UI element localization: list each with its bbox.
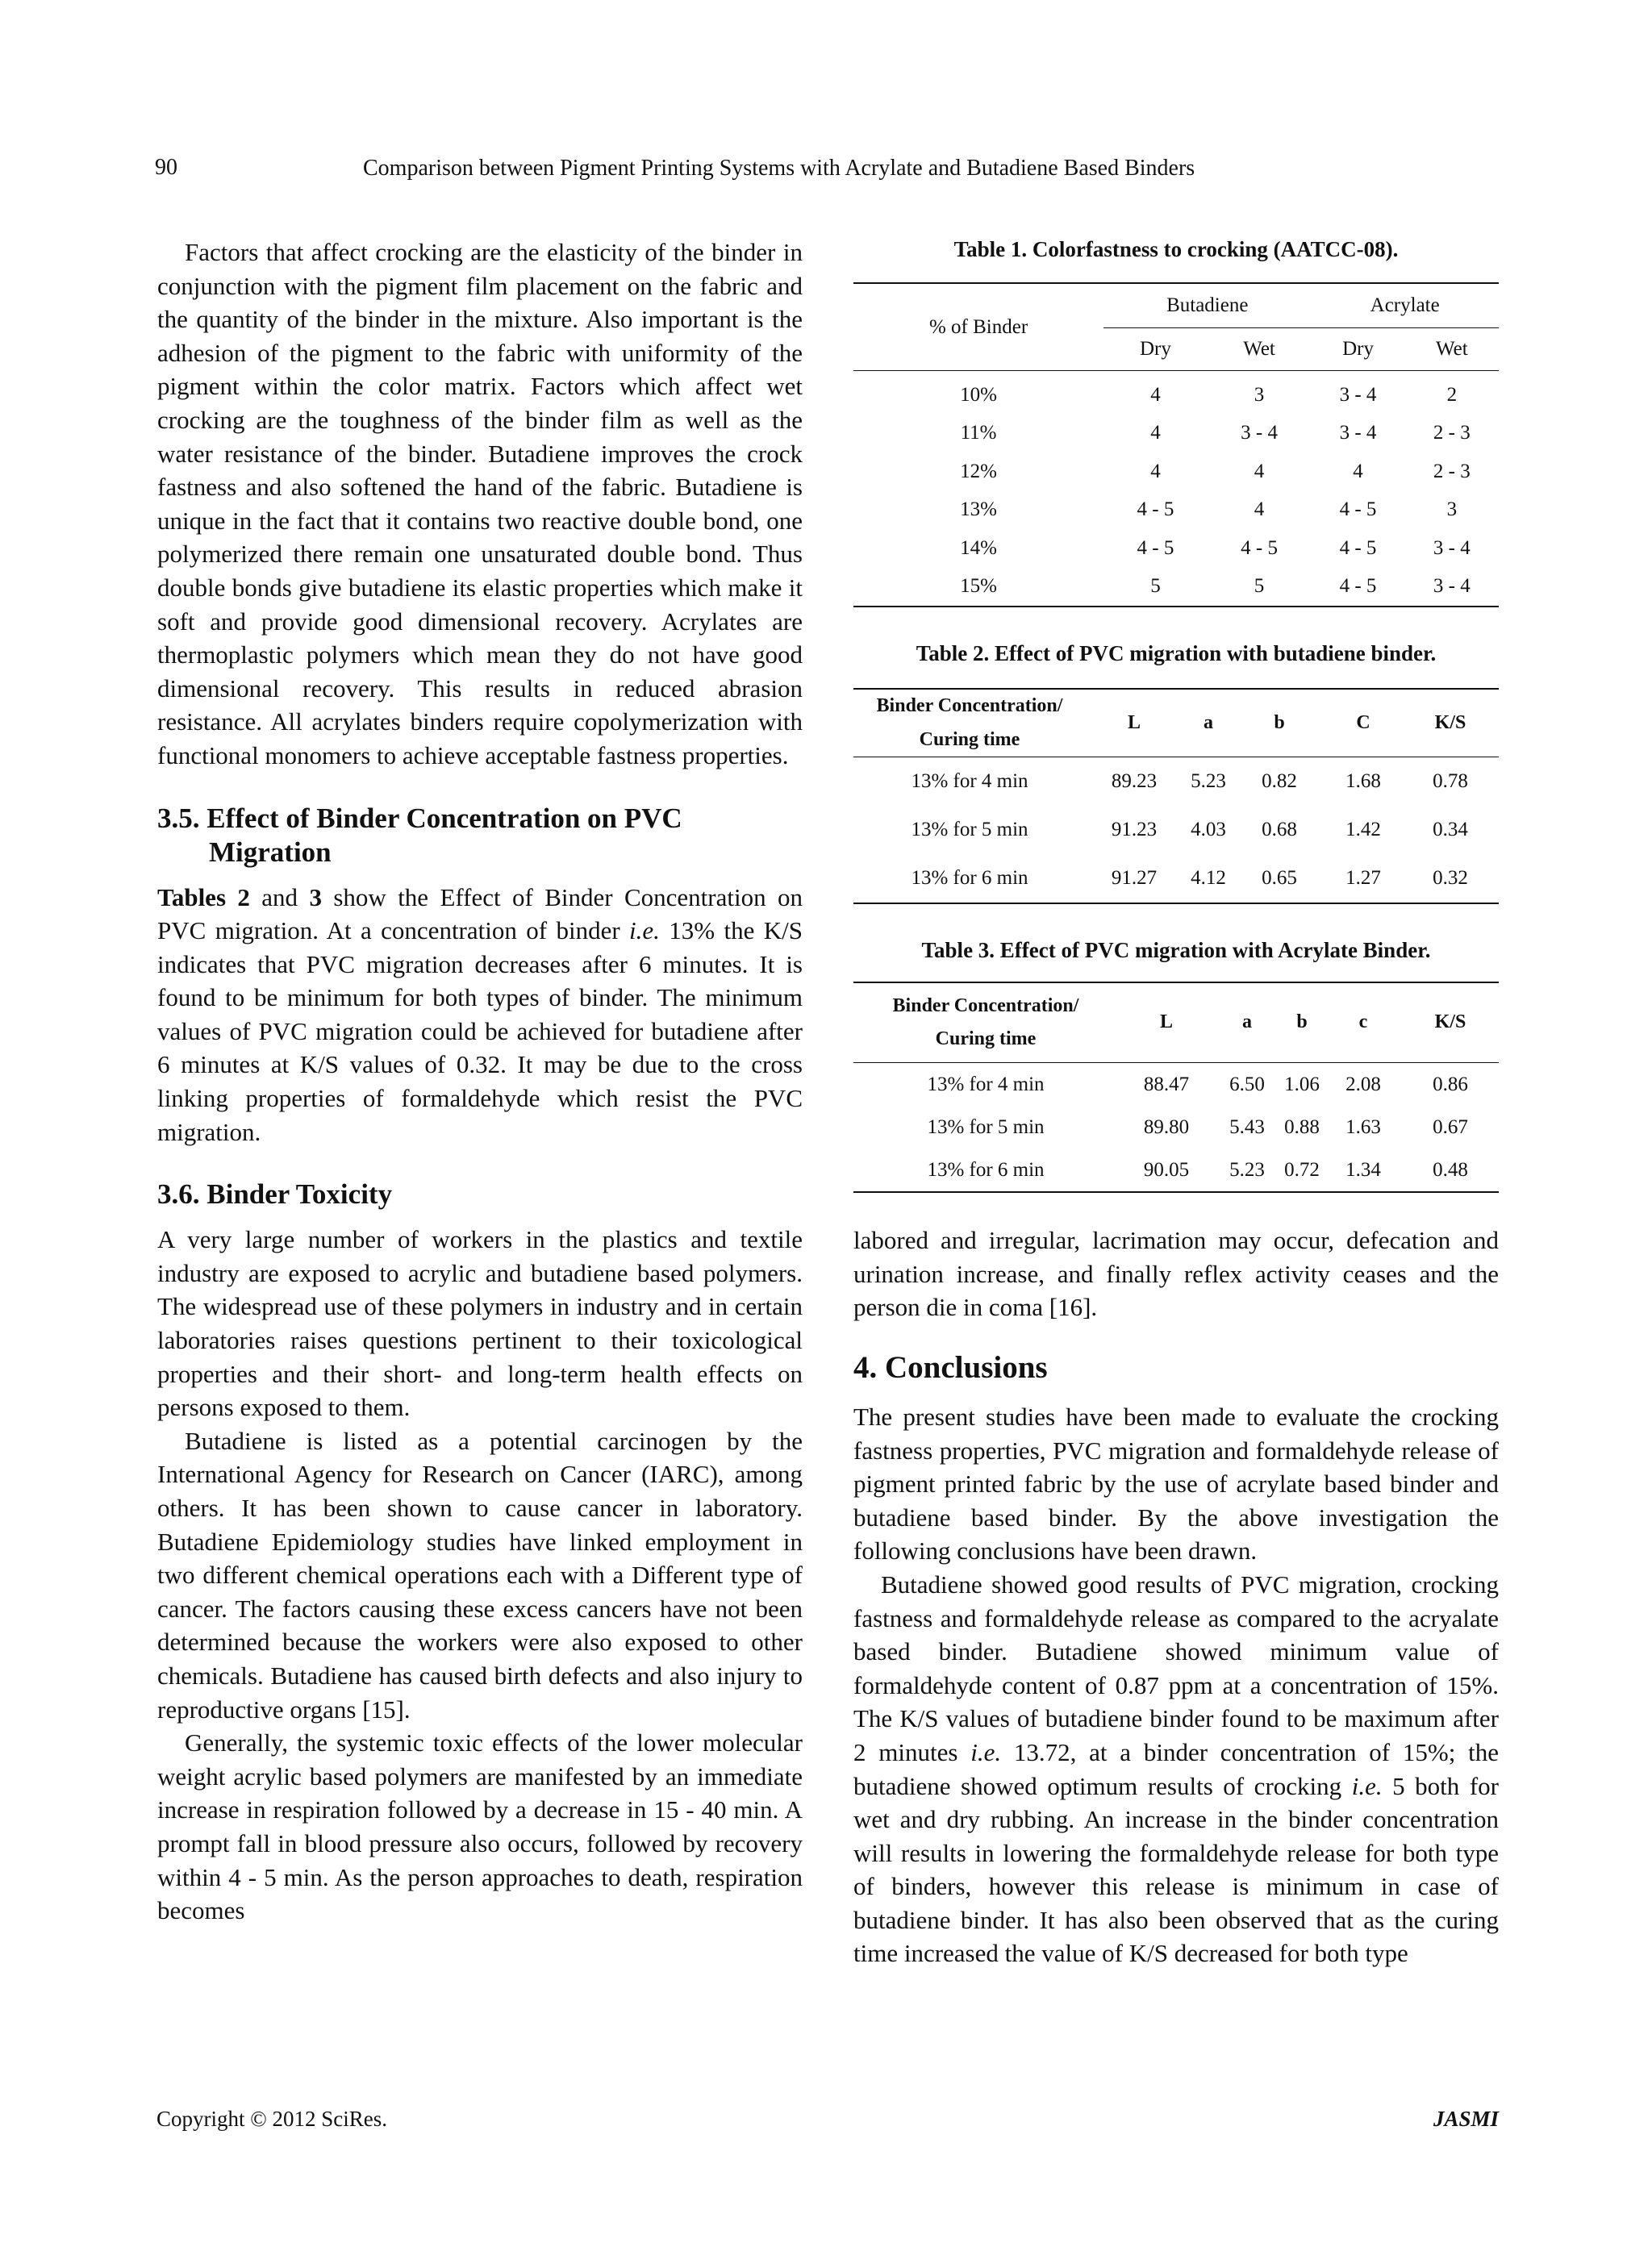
paragraph-binder-concentration (157, 881, 803, 1149)
col-binder-curing-header (853, 689, 1086, 757)
paragraph-toxicity-intro: A very large number of workers in the plastics and textile industry are exposed to acrylic and butadiene based polymers. The widespread use of these polymers in industry and in certain laboratories raises questions pertinent to their toxicological properties and their short- and long-term health effects on persons exposed to them. (157, 1225, 803, 1422)
col-ks: K/S (1402, 689, 1499, 757)
table-cell: 5.43 (1229, 1115, 1265, 1138)
table-cell: 13% for 6 min (911, 867, 1028, 890)
table-cell: 4 - 5 (1137, 498, 1174, 521)
table-row (853, 415, 1499, 453)
table-2 (853, 688, 1499, 904)
table-cell: 5 (1150, 575, 1161, 598)
table-cell: 2 - 3 (1433, 422, 1471, 444)
table-cell: 0.65 (1262, 867, 1297, 890)
page-number: 90 (155, 155, 177, 180)
table-cell: 0.68 (1262, 819, 1297, 841)
table-3 (853, 982, 1499, 1193)
table-row (853, 806, 1499, 854)
ref-table-2: Tables 2 (157, 882, 250, 911)
table-cell: 1.42 (1345, 819, 1381, 841)
table-cell: 3 - 4 (1339, 422, 1377, 444)
table-cell: 13% for 5 min (911, 819, 1028, 841)
table-cell: 4 (1254, 498, 1265, 521)
header-line: Curing time (919, 728, 1020, 750)
table-row (853, 1106, 1499, 1149)
table-1-caption: Table 1. Colorfastness to crocking (AATCC-08). (953, 237, 1399, 261)
table-cell: 91.27 (1111, 867, 1158, 890)
col-b: b (1234, 689, 1325, 757)
table-cell: 4 - 5 (1241, 536, 1278, 559)
col-dry: Dry (1103, 328, 1208, 371)
ie-italic: i.e. (970, 1737, 1002, 1766)
table-cell: 90.05 (1143, 1158, 1190, 1181)
col-l: L (1086, 689, 1183, 757)
paragraph-systemic-effects: Generally, the systemic toxic effects of the lower molecular weight acrylic based polymers are manifested by an immediate increase in respiration followed by a decrease in 15 - 40 min. A prompt fall in blood pressure also occurs, followed by recovery within 4 - 5 min. As the person approaches to death, respiration becomes (157, 1728, 803, 1925)
table-cell: 1.06 (1284, 1073, 1320, 1095)
group-acrylate: Acrylate (1311, 283, 1499, 328)
table-cell: 3 - 4 (1433, 536, 1471, 559)
table-cell: 4.03 (1191, 819, 1226, 841)
col-b: b (1279, 982, 1325, 1063)
table-cell: 0.78 (1433, 770, 1468, 793)
ie-italic: i.e. (1351, 1771, 1383, 1800)
paragraph-butadiene-carcinogen: Butadiene is listed as a potential carcinogen by the International Agency for Research on Cancer (IARC), among others. It has been shown to cause cancer in laboratory. Butadiene Epidemiology studies have linked employment in two different chemical operations each with a Different type of cancer. The factors causing these excess cancers have not been determined because the workers were also exposed to other chemicals. Butadiene has caused birth defects and also injury to reproductive organs [15]. (157, 1426, 803, 1724)
paragraph-conclusions-intro: The present studies have been made to evaluate the crocking fastness properties, PVC migration and formaldehyde release of pigment printed fabric by the use of acrylate based binder and butadiene based binder. By the above investigation the following conclusions have been drawn. (853, 1402, 1499, 1566)
table-cell: 4 - 5 (1339, 498, 1377, 521)
table-row (853, 1063, 1499, 1107)
table-3-caption: Table 3. Effect of PVC migration with Acrylate Binder. (921, 938, 1431, 963)
table-cell: 0.48 (1433, 1158, 1468, 1181)
table-cell: 13% for 5 min (927, 1115, 1045, 1138)
text-run: 5 both for wet and dry rubbing. An increase in the binder concentration will results in lowering the formaldehyde release for both type of binders, however this release is minimum in case of butadiene binder. It has also been observed that as the curing time increased the value of K/S decreased for both type (853, 1771, 1499, 1968)
table-cell: 3 (1254, 383, 1265, 406)
ie-italic: i.e. (629, 916, 660, 945)
table-row (853, 568, 1499, 607)
table-cell: 13% for 6 min (927, 1158, 1045, 1181)
table-cell: 0.34 (1433, 819, 1468, 841)
table-cell: 13% (960, 498, 997, 521)
table-cell: 0.88 (1284, 1115, 1320, 1138)
header-line: Binder Concentration/ (892, 994, 1079, 1016)
section-4-heading: 4. Conclusions (853, 1349, 1048, 1385)
table-cell: 5.23 (1191, 770, 1226, 793)
table-cell: 2 - 3 (1433, 460, 1471, 482)
table-cell: 3 (1446, 498, 1458, 521)
text-run: Butadiene showed good results of PVC migration, crocking fastness and formaldehyde release as compared to the acryalate based binder. Butadiene showed minimum value of formaldehyde content of 0.87 ppm at a concentration of 15%. The K/S values of butadiene binder found to be maximum after 2 minutes (853, 1570, 1499, 1766)
table-2-caption: Table 2. Effect of PVC migration with butadiene binder. (916, 641, 1437, 665)
table-cell: 1.27 (1345, 867, 1381, 890)
table-cell: 4 (1150, 460, 1161, 482)
col-wet: Wet (1208, 328, 1312, 371)
table-cell: 1.68 (1345, 770, 1381, 793)
table-cell: 0.32 (1433, 867, 1468, 890)
table-cell: 3 - 4 (1339, 383, 1377, 406)
paragraph-continuation: labored and irregular, lacrimation may occur, defecation and urination increase, and finally reflex activity ceases and the person die in coma [16]. (853, 1226, 1499, 1322)
table-row (853, 757, 1499, 807)
paragraph-conclusions-results (853, 1568, 1499, 1970)
table-cell: 6.50 (1229, 1073, 1265, 1095)
table-cell: 4.12 (1191, 867, 1226, 890)
table-cell: 4 (1353, 460, 1363, 482)
table-cell: 1.34 (1345, 1158, 1381, 1181)
table-cell: 5.23 (1229, 1158, 1265, 1181)
table-cell: 0.67 (1433, 1115, 1468, 1138)
table-cell: 11% (960, 422, 997, 444)
header-line: Curing time (935, 1028, 1037, 1050)
table-row (853, 371, 1499, 415)
table-cell: 4 (1150, 422, 1161, 444)
table-row (853, 491, 1499, 530)
table-row (853, 854, 1499, 903)
col-c: c (1325, 982, 1402, 1063)
text-run: show the Effect of Binder Concentration on PVC migration. At a concentration of binder (157, 882, 803, 945)
ref-table-3: 3 (309, 882, 322, 911)
col-ks: K/S (1402, 982, 1499, 1063)
table-cell: 4 - 5 (1339, 536, 1377, 559)
table-cell: 3 - 4 (1433, 575, 1471, 598)
col-c: C (1325, 689, 1402, 757)
col-a: a (1183, 689, 1234, 757)
table-cell: 88.47 (1143, 1073, 1190, 1095)
table-row (853, 1149, 1499, 1192)
right-column (853, 236, 1499, 1970)
col-l: L (1118, 982, 1215, 1063)
table-cell: 4 - 5 (1137, 536, 1174, 559)
text-run: 13% the K/S indicates that PVC migration decreases after 6 minutes. It is found to be minimum for both types of binder. The minimum values of PVC migration could be achieved for butadiene after 6 minutes at K/S values of 0.32. It may be due to the cross linking properties of formaldehyde which resist the PVC migration. (157, 916, 803, 1146)
text-run: and (249, 882, 310, 911)
group-butadiene: Butadiene (1103, 283, 1311, 328)
table-cell: 0.72 (1284, 1158, 1320, 1181)
table-cell: 13% for 4 min (911, 770, 1028, 793)
running-title: Comparison between Pigment Printing Systems with Acrylate and Butadiene Based Binders (363, 156, 1195, 181)
section-3-6-heading: 3.6. Binder Toxicity (157, 1178, 393, 1211)
table-cell: 14% (960, 536, 997, 559)
col-dry: Dry (1311, 328, 1404, 371)
table-cell: 89.80 (1143, 1115, 1190, 1138)
col-binder-header: % of Binder (853, 283, 1103, 371)
section-3-5-heading: 3.5. Effect of Binder Concentration on PVC Migration (157, 802, 682, 868)
col-wet: Wet (1405, 328, 1499, 371)
header-line: Binder Concentration/ (876, 695, 1063, 716)
table-cell: 13% for 4 min (927, 1073, 1045, 1095)
table-cell: 2.08 (1345, 1073, 1381, 1095)
table-row (853, 529, 1499, 568)
table-cell: 4 (1150, 383, 1161, 406)
copyright: Copyright © 2012 SciRes. (156, 2107, 388, 2131)
table-cell: 0.86 (1433, 1073, 1468, 1095)
journal-name: JASMI (1433, 2107, 1499, 2131)
table-cell: 4 (1254, 460, 1265, 482)
table-cell: 3 - 4 (1241, 422, 1278, 444)
table-cell: 10% (960, 383, 997, 406)
text-run: 13.72, at a binder concentration of 15%; the butadiene showed optimum results of crocking (853, 1737, 1499, 1800)
table-row (853, 452, 1499, 491)
table-cell: 4 - 5 (1339, 575, 1377, 598)
table-cell: 5 (1254, 575, 1265, 598)
table-cell: 91.23 (1111, 819, 1158, 841)
table-1 (853, 282, 1499, 607)
left-column (157, 236, 803, 1928)
paragraph-crocking-factors: Factors that affect crocking are the elasticity of the binder in conjunction with the pigment film placement on the fabric and the quantity of the binder in the mixture. Also important is the adhesion of the pigment to the fabric with uniformity of the pigment within the color matrix. Factors which affect wet crocking are the toughness of the binder film as well as the water resistance of the binder. Butadiene improves the crock fastness and also softened the hand of the fabric. Butadiene is unique in the fact that it contains two reactive double bond, one polymerized there remain one unsaturated double bond. Thus double bonds give butadiene its elastic properties which make it soft and provide good dimensional recovery. Acrylates are thermoplastic polymers which mean they do not have good dimensional recovery. This results in reduced abrasion resistance. All acrylates binders require copolymerization with functional monomers to achieve acceptable fastness properties. (157, 238, 803, 769)
col-binder-curing-header (853, 982, 1118, 1063)
table-cell: 2 (1446, 383, 1458, 406)
col-a: a (1215, 982, 1279, 1063)
table-cell: 0.82 (1262, 770, 1297, 793)
table-cell: 1.63 (1345, 1115, 1381, 1138)
table-cell: 89.23 (1111, 770, 1158, 793)
table-cell: 15% (960, 575, 997, 598)
table-cell: 12% (960, 460, 997, 482)
